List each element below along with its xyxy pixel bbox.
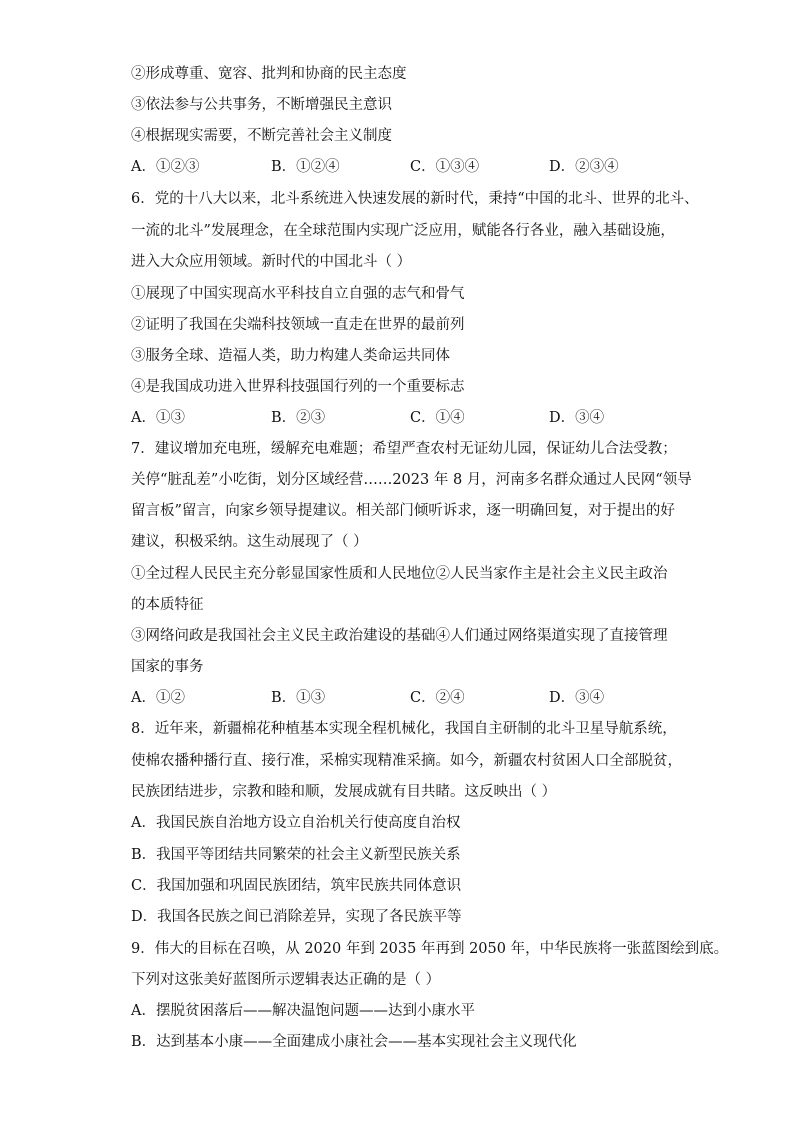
q7-stem-line-1: 7．建议增加充电班，缓解充电难题；希望严查农村无证幼儿园，保证幼儿合法受教；	[131, 441, 677, 457]
q7-item-line-1: ①全过程人民民主充分彰显国家性质和人民地位②人民当家作主是社会主义民主政治	[131, 566, 668, 582]
q7-stem-line-2: 关停“脏乱差”小吃街，划分区域经营……2023 年 8 月，河南多名群众通过人民网“领导	[131, 472, 692, 488]
q5-option-c: C．①③④	[410, 159, 480, 175]
q7-option-d: D．③④	[549, 690, 605, 706]
q6-options	[131, 408, 691, 428]
q5-option-b: B．①②④	[271, 159, 340, 175]
q5-item-2: ②形成尊重、宽容、批判和协商的民主态度	[131, 66, 407, 82]
q6-stem-line-2: 一流的北斗”发展理念，在全球范围内实现广泛应用，赋能各行各业，融入基础设施，	[131, 223, 675, 239]
q9-choice-b: B．达到基本小康——全面建成小康社会——基本实现社会主义现代化	[131, 1034, 577, 1050]
q5-options	[131, 157, 691, 177]
q8-choice-d: D．我国各民族之间已消除差异，实现了各民族平等	[131, 909, 462, 925]
q8-choice-c: C．我国加强和巩固民族团结，筑牢民族共同体意识	[131, 878, 462, 894]
q7-item-line-3: ③网络问政是我国社会主义民主政治建设的基础④人们通过网络渠道实现了直接管理	[131, 628, 668, 644]
q6-option-c: C．①④	[410, 410, 465, 426]
q5-item-3: ③依法参与公共事务，不断增强民主意识	[131, 97, 392, 113]
q7-option-b: B．①③	[271, 690, 326, 706]
q8-choice-a: A．我国民族自治地方设立自治机关行使高度自治权	[131, 815, 461, 831]
q5-item-4: ④根据现实需要，不断完善社会主义制度	[131, 128, 392, 144]
q6-stem-line-1: 6．党的十八大以来，北斗系统进入快速发展的新时代，秉持“中国的北斗、世界的北斗、	[131, 191, 699, 207]
q7-option-a: A．①②	[131, 690, 185, 706]
q7-stem-line-4: 建议，积极采纳。这生动展现了（ ）	[131, 534, 368, 550]
q8-stem-line-3: 民族团结进步，宗教和睦和顺，发展成就有目共睹。这反映出（ ）	[131, 784, 557, 800]
q8-stem-line-2: 使棉农播种播行直、接行准，采棉实现精准采摘。如今，新疆农村贫困人口全部脱贫，	[131, 753, 682, 769]
q6-item-2: ②证明了我国在尖端科技领域一直走在世界的最前列	[131, 317, 465, 333]
q9-stem-line-1: 9．伟大的目标在召唤，从 2020 年到 2035 年再到 2050 年，中华民族将一张蓝图绘到底。	[131, 941, 729, 957]
q7-options	[131, 688, 691, 708]
q9-stem-line-2: 下列对这张美好蓝图所示逻辑表达正确的是（ ）	[131, 972, 441, 988]
q7-item-line-4: 国家的事务	[131, 659, 204, 675]
q7-option-c: C．②④	[410, 690, 465, 706]
q6-option-b: B．②③	[271, 410, 326, 426]
q6-item-1: ①展现了中国实现高水平科技自立自强的志气和骨气	[131, 286, 465, 302]
q6-option-d: D．③④	[549, 410, 605, 426]
q7-stem-line-3: 留言板”留言，向家乡领导提建议。相关部门倾听诉求，逐一明确回复，对于提出的好	[131, 503, 675, 519]
q6-option-a: A．①③	[131, 410, 185, 426]
q5-option-a: A．①②③	[131, 159, 200, 175]
q9-choice-a: A．摆脱贫困落后——解决温饱问题——达到小康水平	[131, 1003, 475, 1019]
q6-stem-line-3: 进入大众应用领域。新时代的中国北斗（ ）	[131, 254, 412, 270]
q5-option-d: D．②③④	[549, 159, 619, 175]
q7-item-line-2: 的本质特征	[131, 597, 204, 613]
q6-item-4: ④是我国成功进入世界科技强国行列的一个重要标志	[131, 379, 465, 395]
q8-stem-line-1: 8．近年来，新疆棉花种植基本实现全程机械化，我国自主研制的北斗卫星导航系统，	[131, 721, 677, 737]
q6-item-3: ③服务全球、造福人类，助力构建人类命运共同体	[131, 348, 450, 364]
q8-choice-b: B．我国平等团结共同繁荣的社会主义新型民族关系	[131, 847, 461, 863]
